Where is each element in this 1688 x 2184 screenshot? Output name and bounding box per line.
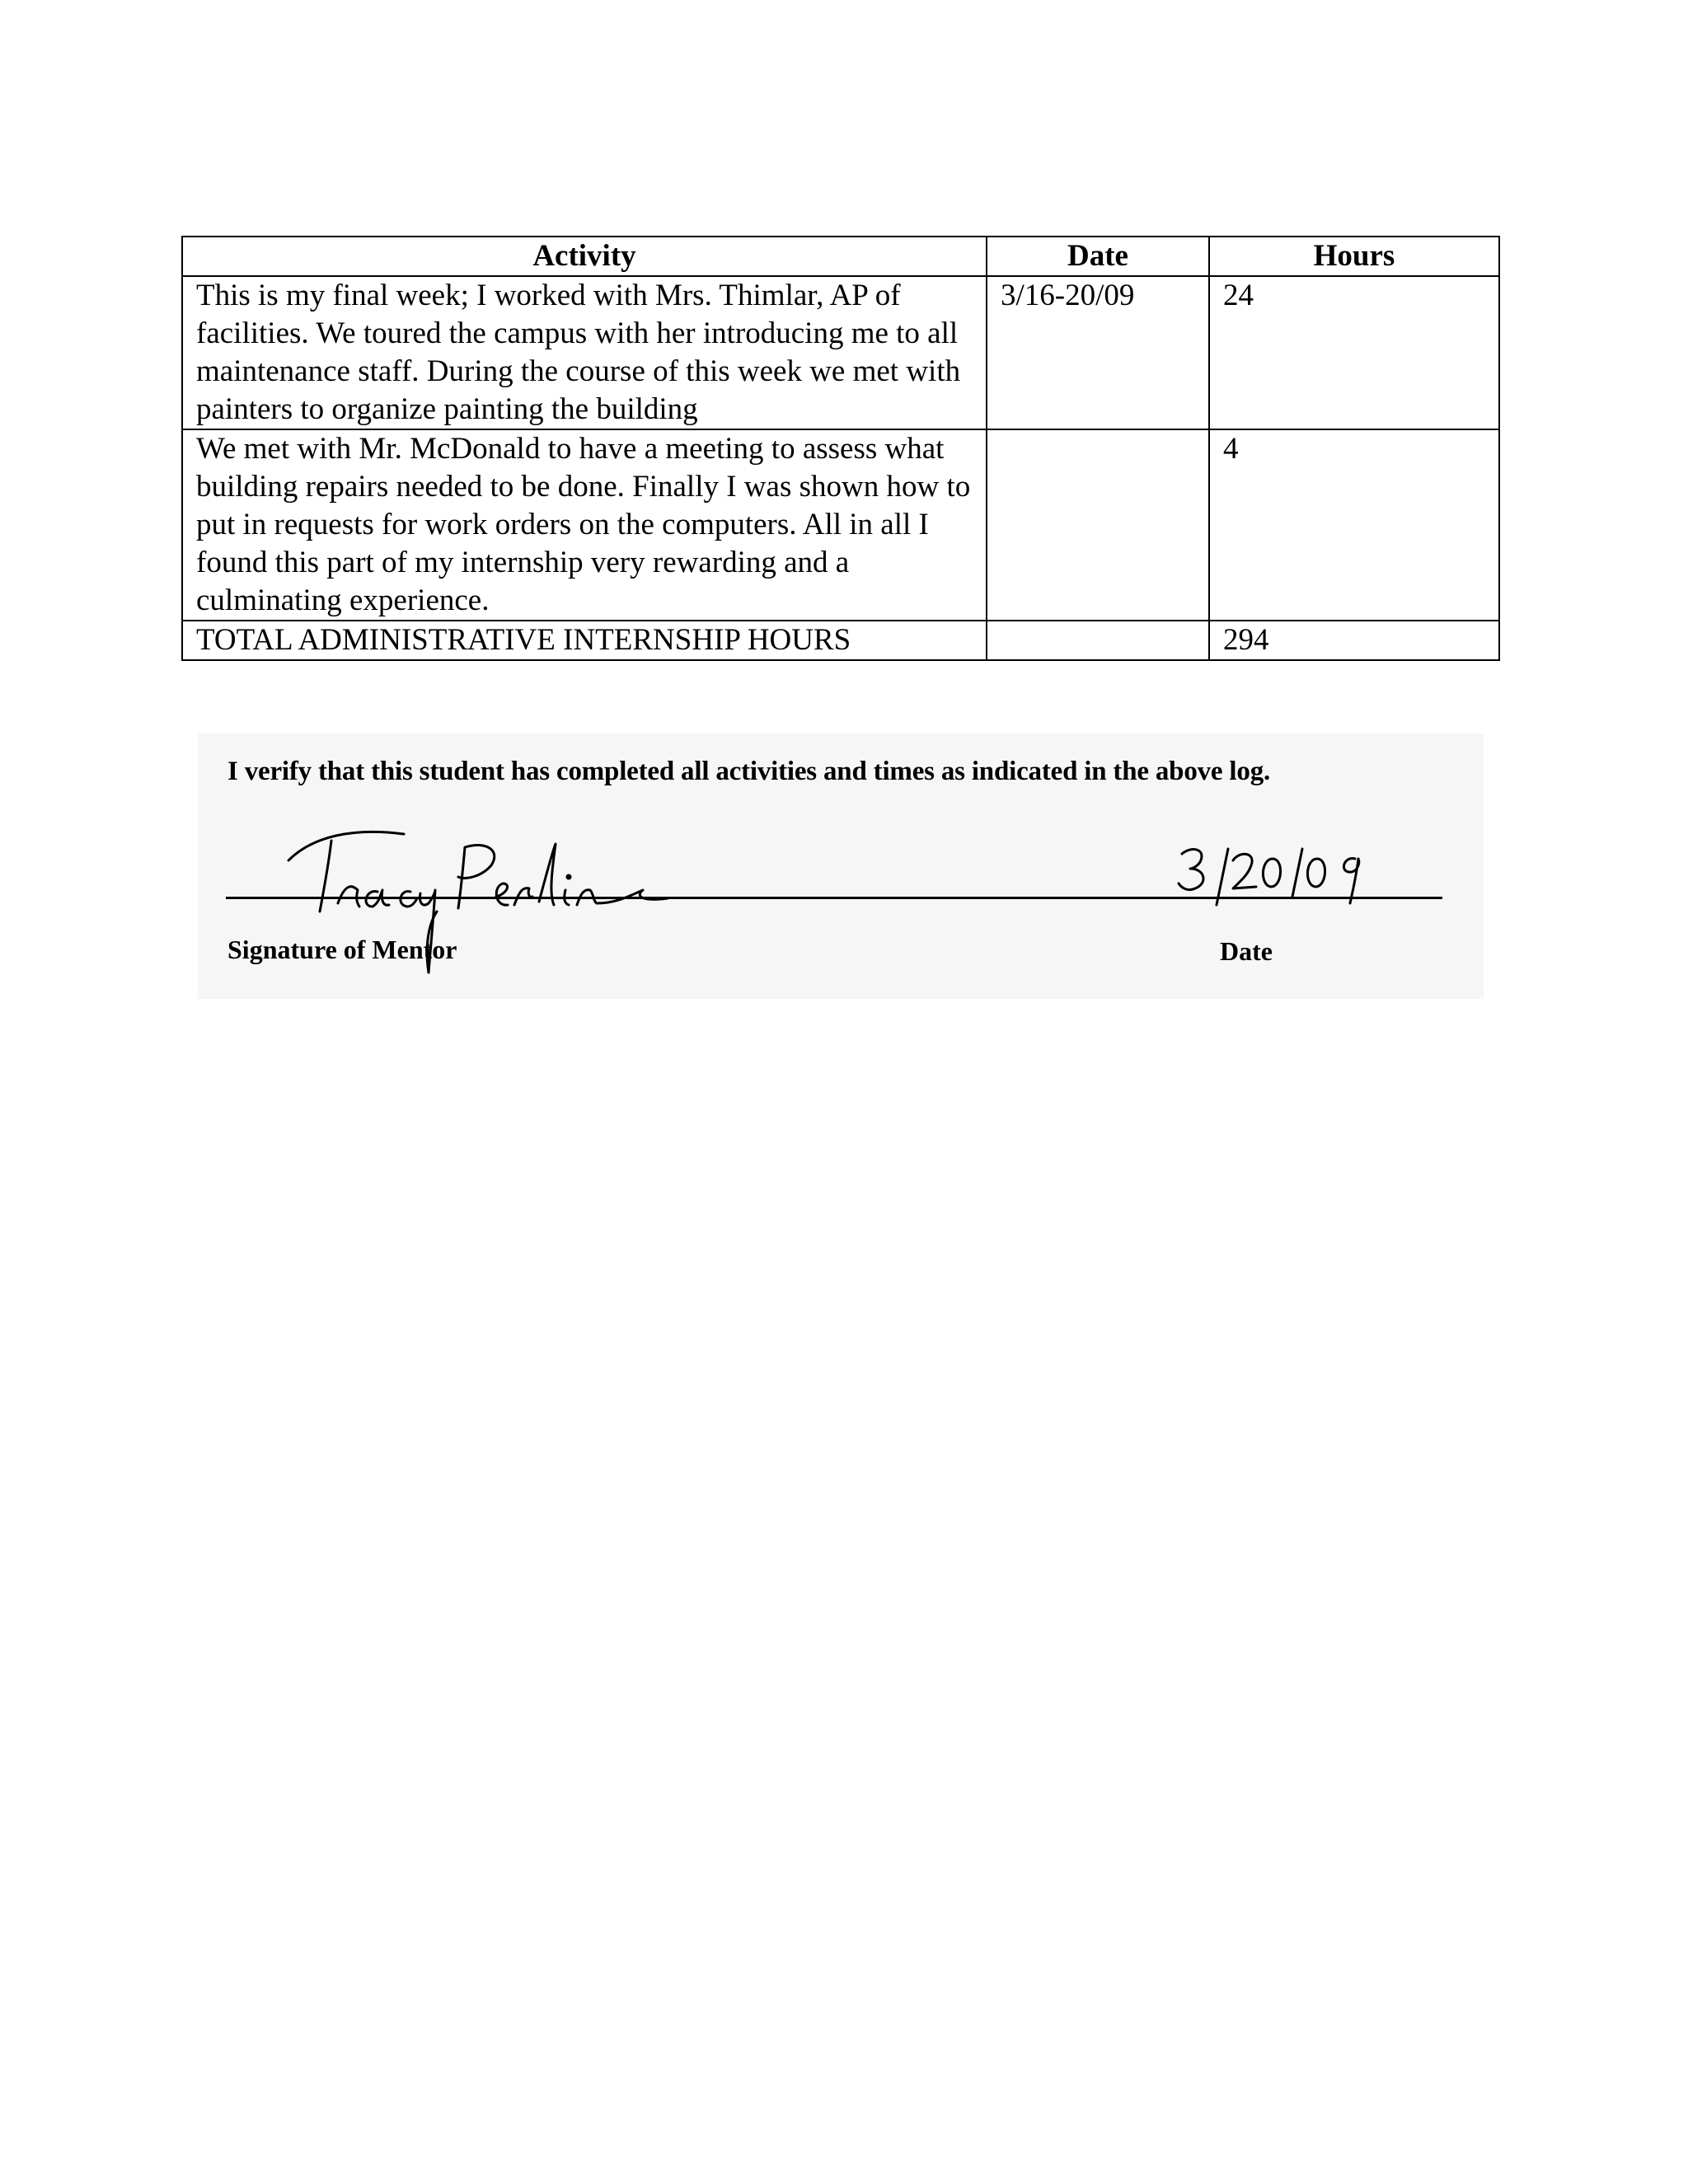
hours-cell: 4 bbox=[1209, 429, 1499, 621]
mentor-verification-block bbox=[198, 733, 1484, 999]
date-header: Date bbox=[987, 237, 1209, 276]
activity-cell: We met with Mr. McDonald to have a meeting to assess what building repairs needed to be done. Finally I was shown how to put in requests for work orders on the computers. All in all I found this part of my internship very rewarding and a culminating experience. bbox=[182, 429, 987, 621]
signature-line bbox=[226, 897, 1442, 899]
activity-cell: This is my final week; I worked with Mrs. Thimlar, AP of facilities. We toured the campus with her introducing me to all maintenance staff. During the course of this week we met with painters to organize painting the building bbox=[182, 276, 987, 429]
table-row bbox=[182, 276, 1499, 429]
total-hours-cell: 294 bbox=[1209, 621, 1499, 660]
activity-header: Activity bbox=[182, 237, 987, 276]
date-label: Date bbox=[1220, 936, 1273, 966]
total-label-cell: TOTAL ADMINISTRATIVE INTERNSHIP HOURS bbox=[182, 621, 987, 660]
total-date-cell bbox=[987, 621, 1209, 660]
hours-cell: 24 bbox=[1209, 276, 1499, 429]
table-row bbox=[182, 429, 1499, 621]
signature-label: Signature of Mentor bbox=[227, 935, 457, 964]
total-row bbox=[182, 621, 1499, 660]
table-header-row bbox=[182, 237, 1499, 276]
internship-log-table bbox=[181, 236, 1500, 661]
date-cell: 3/16-20/09 bbox=[987, 276, 1209, 429]
date-cell bbox=[987, 429, 1209, 621]
verification-statement: I verify that this student has completed all activities and times as indicated in the above log. bbox=[227, 757, 1271, 786]
hours-header: Hours bbox=[1209, 237, 1499, 276]
